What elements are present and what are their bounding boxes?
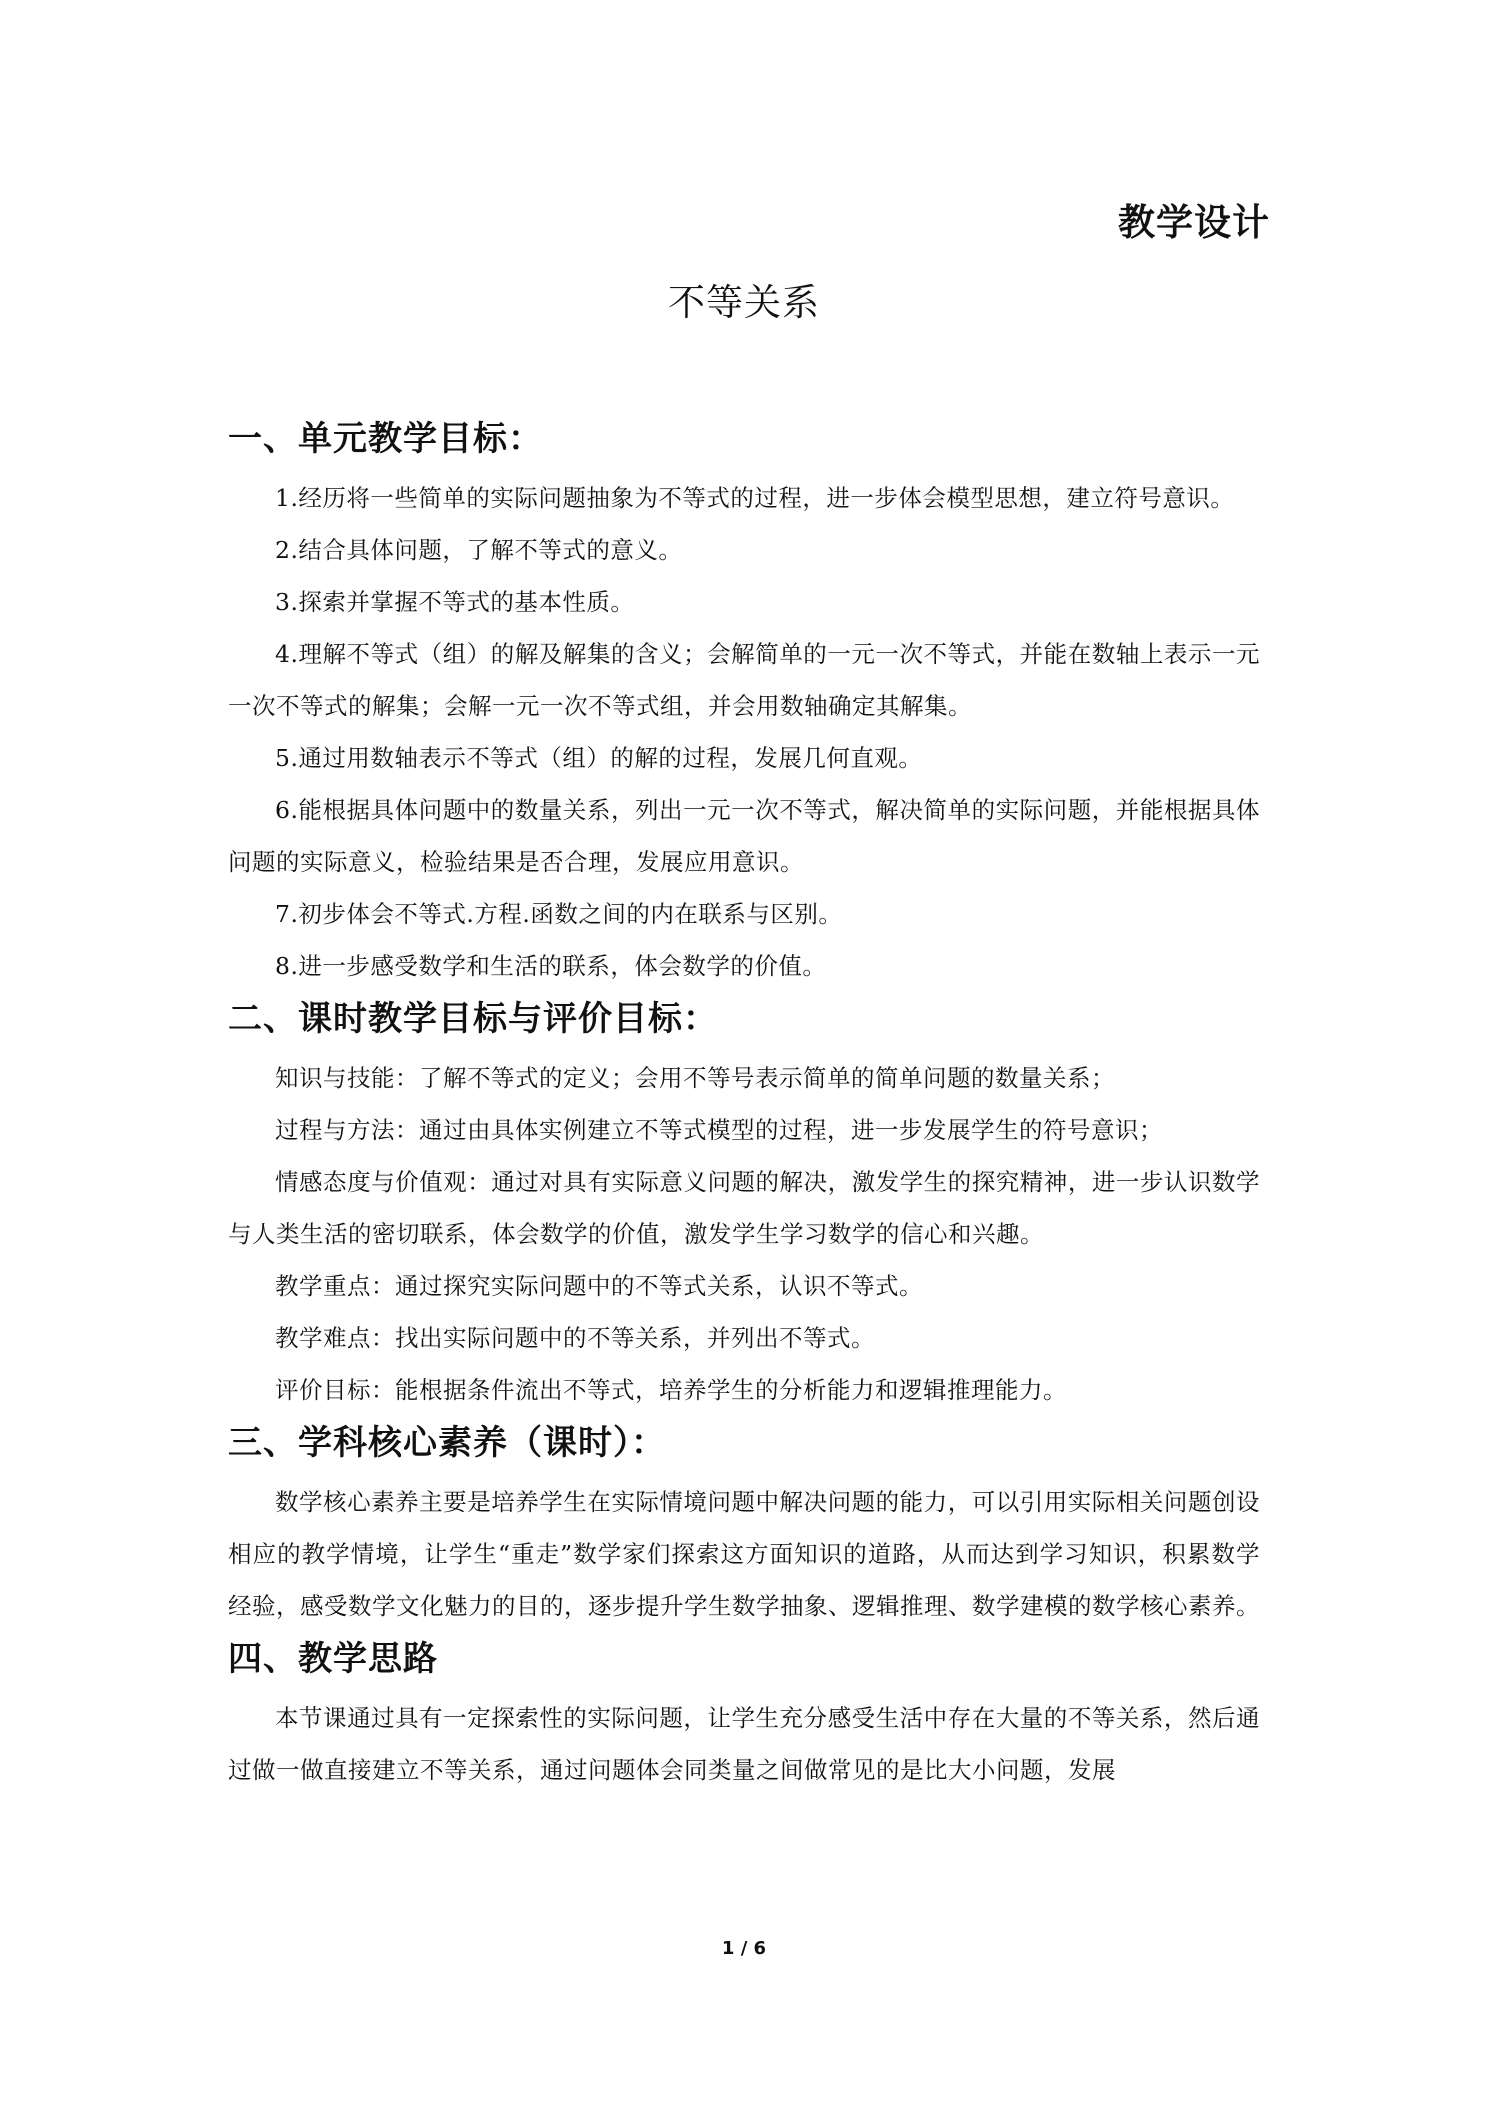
paragraph: 4.理解不等式（组）的解及解集的含义；会解简单的一元一次不等式，并能在数轴上表示一元一次不等式的解集；会解一元一次不等式组，并会用数轴确定其解集。 bbox=[228, 640, 1260, 720]
document-type-label: 教学设计 bbox=[1118, 201, 1270, 244]
paragraph: 1.经历将一些简单的实际问题抽象为不等式的过程，进一步体会模型思想，建立符号意识。 bbox=[275, 484, 1235, 512]
section-heading: 四、教学思路 bbox=[228, 1639, 438, 1679]
section-core-literacy bbox=[228, 1416, 1260, 1632]
section-heading: 一、单元教学目标： bbox=[228, 419, 543, 459]
page-number: 1 / 6 bbox=[721, 1938, 767, 1959]
paragraph: 5.通过用数轴表示不等式（组）的解的过程，发展几何直观。 bbox=[275, 744, 923, 772]
paragraph: 7.初步体会不等式.方程.函数之间的内在联系与区别。 bbox=[275, 900, 843, 928]
section-teaching-approach bbox=[228, 1632, 1260, 1796]
paragraph: 8.进一步感受数学和生活的联系，体会数学的价值。 bbox=[275, 952, 827, 980]
section-lesson-goals bbox=[228, 992, 1260, 1416]
paragraph: 3.探索并掌握不等式的基本性质。 bbox=[275, 588, 635, 616]
document-body bbox=[228, 412, 1260, 1796]
paragraph: 情感态度与价值观：通过对具有实际意义问题的解决，激发学生的探究精神，进一步认识数学与人类生活的密切联系，体会数学的价值，激发学生学习数学的信心和兴趣。 bbox=[228, 1168, 1260, 1248]
paragraph: 过程与方法：通过由具体实例建立不等式模型的过程，进一步发展学生的符号意识； bbox=[275, 1116, 1163, 1144]
document-title: 不等关系 bbox=[668, 281, 820, 324]
paragraph: 评价目标：能根据条件流出不等式，培养学生的分析能力和逻辑推理能力。 bbox=[275, 1376, 1067, 1404]
paragraph: 本节课通过具有一定探索性的实际问题，让学生充分感受生活中存在大量的不等关系，然后通过做一做直接建立不等关系，通过问题体会同类量之间做常见的是比大小问题，发展 bbox=[228, 1704, 1260, 1784]
paragraph: 教学重点：通过探究实际问题中的不等式关系，认识不等式。 bbox=[275, 1272, 923, 1300]
paragraph: 教学难点：找出实际问题中的不等关系，并列出不等式。 bbox=[275, 1324, 875, 1352]
section-heading: 二、课时教学目标与评价目标： bbox=[228, 999, 718, 1039]
paragraph: 2.结合具体问题，了解不等式的意义。 bbox=[275, 536, 683, 564]
section-unit-goals bbox=[228, 412, 1260, 992]
paragraph: 6.能根据具体问题中的数量关系，列出一元一次不等式，解决简单的实际问题，并能根据具体问题的实际意义，检验结果是否合理，发展应用意识。 bbox=[228, 796, 1260, 876]
paragraph: 数学核心素养主要是培养学生在实际情境问题中解决问题的能力，可以引用实际相关问题创设相应的教学情境，让学生“重走”数学家们探索这方面知识的道路，从而达到学习知识，积累数学经验，感受数学文化魅力的目的，逐步提升学生数学抽象、逻辑推理、数学建模的数学核心素养。 bbox=[228, 1488, 1260, 1620]
paragraph: 知识与技能：了解不等式的定义；会用不等号表示简单的简单问题的数量关系； bbox=[275, 1064, 1115, 1092]
section-heading: 三、学科核心素养（课时）： bbox=[228, 1423, 666, 1463]
